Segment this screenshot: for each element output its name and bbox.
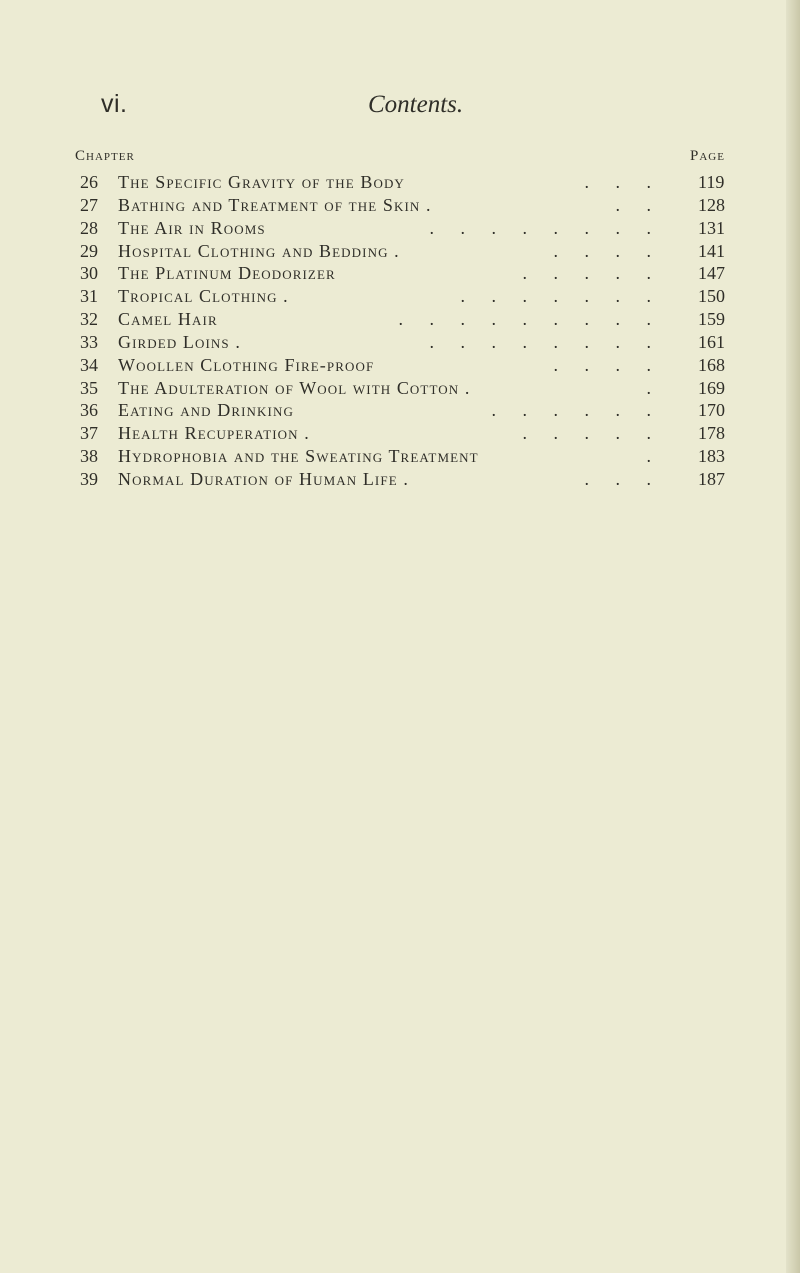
dot-leader: . . . . . xyxy=(522,423,662,444)
dot-leader: . . . . . . . . xyxy=(429,331,662,352)
chapter-title: Health Recuperation . xyxy=(118,423,310,444)
toc-entry xyxy=(0,217,800,240)
chapter-number: 30 xyxy=(80,263,98,284)
page-number-ref: 150 xyxy=(698,286,725,307)
chapter-number: 36 xyxy=(80,400,98,421)
toc-entry xyxy=(0,262,800,285)
chapter-title: The Platinum Deodorizer xyxy=(118,263,336,284)
dot-leader: . xyxy=(646,446,662,467)
page-number-ref: 183 xyxy=(698,446,725,467)
chapter-title: The Adulteration of Wool with Cotton . xyxy=(118,377,471,398)
chapter-title: The Air in Rooms xyxy=(118,217,266,238)
table-of-contents xyxy=(0,171,800,491)
chapter-title: The Specific Gravity of the Body xyxy=(118,172,405,192)
toc-entry xyxy=(0,308,800,331)
dot-leader: . . . xyxy=(584,172,662,192)
chapter-title: Camel Hair xyxy=(118,309,218,330)
page-number: vi. xyxy=(101,90,128,118)
chapter-number: 38 xyxy=(80,446,98,467)
running-title: Contents. xyxy=(368,91,464,118)
dot-leader: . . xyxy=(615,194,662,215)
page-number-ref: 168 xyxy=(698,354,725,375)
toc-entry xyxy=(0,445,800,468)
chapter-title: Girded Loins . xyxy=(118,331,241,352)
chapter-number: 28 xyxy=(80,217,98,238)
page-number-ref: 131 xyxy=(698,217,725,238)
toc-entry xyxy=(0,399,800,422)
toc-entry xyxy=(0,331,800,354)
chapter-title: Hydrophobia and the Sweating Treatment xyxy=(118,446,479,467)
chapter-number: 32 xyxy=(80,309,98,330)
page-number-ref: 187 xyxy=(698,468,725,489)
chapter-number: 34 xyxy=(80,354,98,375)
toc-entry xyxy=(0,354,800,377)
chapter-number: 39 xyxy=(80,468,98,489)
chapter-title: Eating and Drinking xyxy=(118,400,294,421)
chapter-title: Bathing and Treatment of the Skin . xyxy=(118,194,432,215)
page-number-ref: 128 xyxy=(698,194,725,215)
dot-leader: . . . xyxy=(584,468,662,489)
chapter-number: 27 xyxy=(80,194,98,215)
toc-entry xyxy=(0,468,800,491)
chapter-number: 33 xyxy=(80,331,98,352)
toc-entry xyxy=(0,285,800,308)
chapter-number: 31 xyxy=(80,286,98,307)
toc-entry xyxy=(0,377,800,400)
dot-leader: . . . . . . . . xyxy=(429,217,662,238)
chapter-title: Woollen Clothing Fire-proof xyxy=(118,354,375,375)
dot-leader: . . . . . . . xyxy=(460,286,662,307)
chapter-title: Hospital Clothing and Bedding . xyxy=(118,240,400,261)
dot-leader: . . . . xyxy=(553,354,662,375)
toc-entry xyxy=(0,240,800,263)
toc-entry xyxy=(0,194,800,217)
page-number-ref: 141 xyxy=(698,240,725,261)
page-number-ref: 119 xyxy=(698,172,725,192)
page-number-ref: 161 xyxy=(698,331,725,352)
page-number-ref: 169 xyxy=(698,377,725,398)
page-header xyxy=(0,90,800,130)
chapter-title: Tropical Clothing . xyxy=(118,286,289,307)
dot-leader: . . . . xyxy=(553,240,662,261)
page-column-heading: Page xyxy=(690,148,725,164)
chapter-number: 35 xyxy=(80,377,98,398)
page-number-ref: 147 xyxy=(698,263,725,284)
toc-entry xyxy=(0,171,800,194)
chapter-column-heading: Chapter xyxy=(75,148,135,164)
dot-leader: . . . . . xyxy=(522,263,662,284)
chapter-number: 29 xyxy=(80,240,98,261)
dot-leader: . xyxy=(646,377,662,398)
dot-leader: . . . . . . . . . xyxy=(398,309,662,330)
chapter-title: Normal Duration of Human Life . xyxy=(118,468,409,489)
page-number-ref: 170 xyxy=(698,400,725,421)
chapter-number: 37 xyxy=(80,423,98,444)
chapter-number: 26 xyxy=(80,172,98,192)
page-number-ref: 178 xyxy=(698,423,725,444)
dot-leader: . . . . . . xyxy=(491,400,662,421)
toc-entry xyxy=(0,422,800,445)
page-number-ref: 159 xyxy=(698,309,725,330)
